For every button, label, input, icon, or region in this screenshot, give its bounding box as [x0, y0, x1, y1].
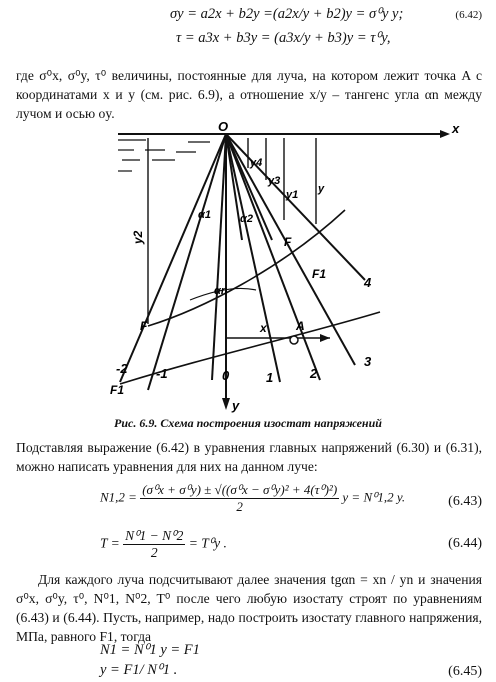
label-F1-left: F1 — [110, 383, 125, 397]
label-y1: y1 — [286, 189, 299, 201]
equation-642-line1: σy = a2x + b2y =(a2x/y + b2)y = σ⁰y y; — [170, 6, 404, 22]
origin-label: O — [218, 120, 229, 134]
equation-645-line2: y = F1/ N⁰1 . — [100, 662, 178, 678]
equation-643-number: (6.43) — [448, 494, 482, 509]
ray-label-0: 0 — [222, 368, 230, 383]
label-F-right: F — [284, 235, 292, 249]
equation-642-line2: τ = a3x + b3y = (a3x/y + b3)y = τ⁰y, — [176, 30, 391, 46]
label-x-seg: x — [260, 321, 267, 335]
x-axis-label: x — [452, 121, 460, 136]
label-A: A — [296, 319, 305, 333]
paragraph-construction: Для каждого луча подсчитывают далее значения tgαn = xn / yn и значения σ⁰x, σ⁰y, τ⁰, N⁰1, N⁰2, T⁰ после чего любую изостату строят по уравнениям (6.43) и (6.44). Пусть, например, надо построить изостату главного напряжения, МПа, равного F1, тогда — [16, 572, 482, 644]
eq643-rhs: y = N⁰1,2 y. — [342, 489, 406, 505]
label-alpha2: α2 — [240, 213, 253, 225]
eq643-numerator: (σ⁰x + σ⁰y) ± √((σ⁰x − σ⁰y)² + 4(τ⁰)²) — [142, 482, 338, 497]
equation-645-number: (6.45) — [448, 664, 482, 679]
ray-label-m2: -2 — [116, 361, 128, 376]
ray-label-2: 2 — [310, 366, 318, 381]
eq643-denominator: 2 — [236, 499, 243, 514]
equation-642-number: (6.42) — [455, 9, 482, 21]
eq644-rhs: = T⁰y . — [188, 535, 227, 551]
ray-label-3: 3 — [364, 354, 372, 369]
figure-isostat-scheme — [0, 120, 496, 416]
label-F-left: F — [140, 319, 148, 333]
paragraph-variables: где σ⁰x, σ⁰y, τ⁰ величины, постоянные для луча, на котором лежит точка A с координатами x и y (см. рис. 6.9), а отношение x/y – тангенс угла αn между лучом и осью oy. — [16, 68, 482, 121]
point-A — [290, 336, 298, 344]
eq643-fraction — [140, 482, 339, 515]
equation-644-number: (6.44) — [448, 536, 482, 551]
ray-label-m1: -1 — [156, 366, 168, 381]
eq644-fraction — [123, 528, 185, 561]
label-alpha1: α1 — [198, 209, 211, 221]
equation-645-line1: N1 = N⁰1 y = F1 — [100, 642, 200, 658]
y-axis-label: y — [232, 398, 240, 413]
paragraph-substitution: Подставляя выражение (6.42) в уравнения главных напряжений (6.30) и (6.31), можно написать уравнения для них на данном луче: — [16, 440, 482, 474]
label-y-mid: y — [318, 183, 325, 195]
eq644-numerator: N⁰1 − N⁰2 — [125, 528, 184, 543]
label-y2: y2 — [131, 230, 145, 244]
label-F1-right: F1 — [312, 267, 327, 281]
label-alpha-n: αn — [214, 285, 228, 297]
label-y3: y3 — [268, 175, 281, 187]
ray-label-1: 1 — [266, 370, 274, 385]
equation-644 — [100, 528, 227, 561]
ray-label-4: 4 — [364, 275, 372, 290]
surface-hatching — [118, 140, 210, 171]
eq644-denominator: 2 — [150, 545, 158, 560]
equation-643 — [100, 482, 405, 515]
label-y4: y4 — [250, 157, 263, 169]
figure-caption: Рис. 6.9. Схема построения изостат напряжений — [114, 416, 382, 430]
rays — [120, 134, 365, 390]
eq643-lhs: N1,2 = — [100, 489, 137, 505]
eq644-lhs: T = — [100, 535, 120, 551]
